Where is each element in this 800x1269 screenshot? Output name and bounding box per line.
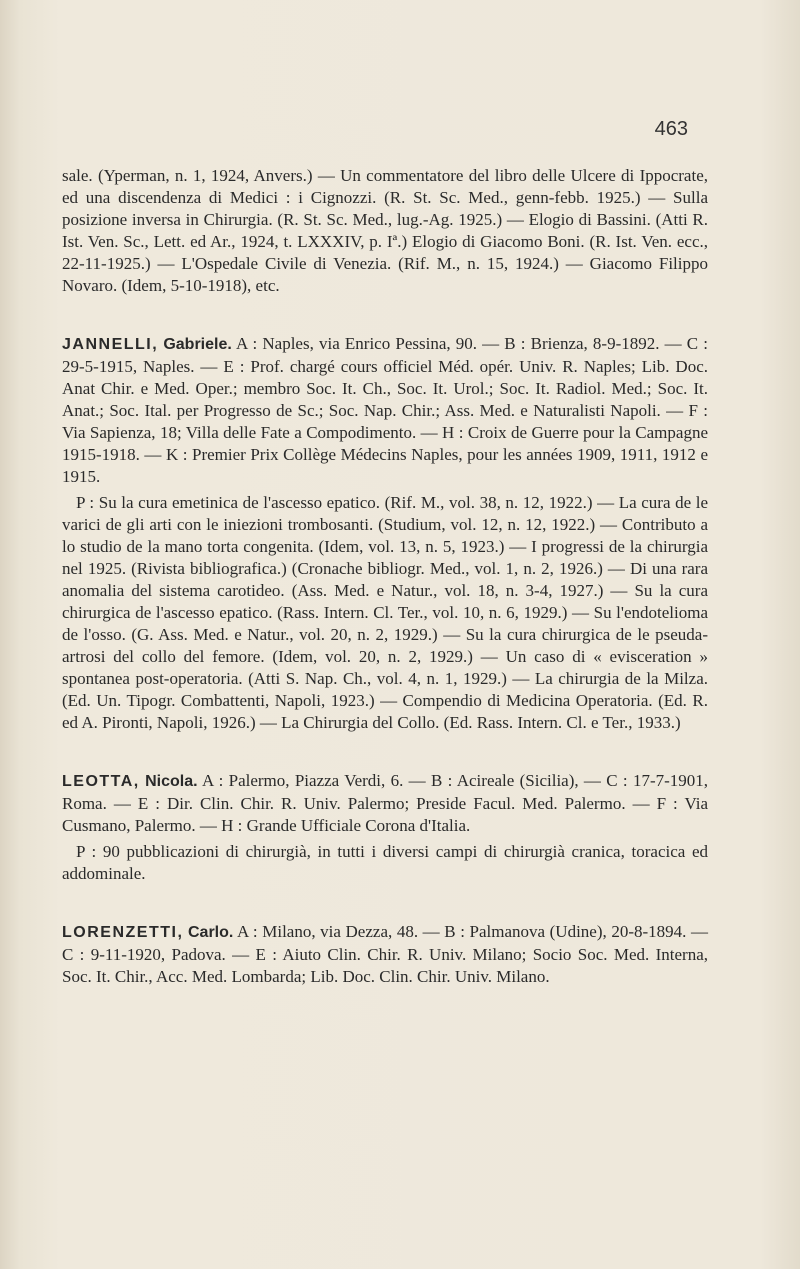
entry-bio — [62, 921, 708, 988]
entry-publications: P : 90 pubblicazioni di chirurgià, in tutti i diversi campi di chirurgià cranica, toracica ed addominale. — [62, 842, 708, 883]
entry-surname: LORENZETTI, — [62, 924, 184, 941]
entry-surname: JANNELLI, — [62, 336, 159, 353]
entry-bio-text: A : Milano, via Dezza, 48. — B : Palmanova (Udine), 20-8-1894. — C : 9-11-1920, Padova. — E : Aiuto Clin. Chir. R. Univ. Milano; Socio Soc. Med. Interna, Soc. It. Chir., Acc. Med. Lombarda; Lib. Doc. Clin. Chir. Univ. Milano. — [62, 922, 709, 986]
entry-given-name: Nicola. — [145, 773, 198, 790]
entry-publications: P : Su la cura emetinica de l'ascesso epatico. (Rif. M., vol. 38, n. 12, 1922.) — La cura de le varici de gli arti con le iniezioni trombosanti. (Studium, vol. 12, n. 12, 1922.) — Contributo a lo studio de la mano torta congenita. (Idem, vol. 13, n. 5, 1923.) — I progressi de la chirurgia nel 1925. (Rivista bibliografica.) (Cronache bibliogr. Med., vol. 1, n. 2, 1926.) — Di una rara anomalia del sistema carotideo. (Ass. Med. e Natur., vol. 18, n. 3-4, 1927.) — Su la cura chirurgica de l'ascesso epatico. (Rass. Intern. Cl. Ter., vol. 10, n. 6, 1929.) — Su l'endotelioma de l'osso. (G. Ass. Med. e Natur., vol. 20, n. 2, 1929.) — Su la cura chirurgica de le pseuda-artrosi del collo del femore. (Idem, vol. 20, n. 2, 1929.) — Un caso di « evisceration » spontanea post-operatoria. (Atti S. Nap. Ch., vol. 4, n. 1, 1929.) — La chirurgia de la Milza. (Ed. Un. Tipogr. Combattenti, Napoli, 1923.) — Compendio di Medicina Operatoria. (Ed. R. ed A. Pironti, Napoli, 1926.) — La Chirurgia del Collo. (Ed. Rass. Intern. Cl. e Ter., 1933.) — [62, 493, 708, 732]
entry-bio — [62, 770, 708, 837]
entry-jannelli — [62, 333, 708, 734]
page-number: 463 — [654, 118, 688, 140]
entry-bio-text: A : Palermo, Piazza Verdi, 6. — B : Acireale (Sicilia), — C : 17-7-1901, Roma. — E : Dir. Clin. Chir. R. Univ. Palermo; Preside Facul. Med. Palermo. — F : Via Cusmano, Palermo. — H : Grande Ufficiale Corona d'Italia. — [62, 771, 709, 835]
entry-leotta — [62, 770, 708, 885]
entry-bio — [62, 333, 708, 488]
page-content — [62, 165, 708, 988]
entry-lorenzetti — [62, 921, 708, 988]
entry-given-name: Carlo. — [187, 924, 234, 941]
entry-given-name: Gabriele. — [163, 336, 232, 353]
entry-bio-text: A : Naples, via Enrico Pessina, 90. — B : Brienza, 8-9-1892. — C : 29-5-1915, Naples. — E : Prof. chargé cours officiel Méd. opér. Univ. R. Naples; Lib. Doc. Anat Chir. e Med. Oper.; membro Soc. It. Ch., Soc. It. Urol.; Soc. It. Radiol. Med.; Soc. It. Anat.; Soc. Ital. per Progresso de Sc.; Soc. Nap. Chir.; Ass. Med. e Naturalisti Napoli. — F : Via Sapienza, 18; Villa delle Fate a Compodimento. — H : Croix de Guerre pour la Campagne 1915-1918. — K : Premier Prix Collège Médecins Naples, pour les années 1909, 1911, 1912 e 1915. — [62, 334, 709, 486]
intro-paragraph: sale. (Yperman, n. 1, 1924, Anvers.) — Un commentatore del libro delle Ulcere di Ippocrate, ed una discendenza di Medici : i Cignozzi. (R. St. Sc. Med., genn-febb. 1925.) — Sulla posizione inversa in Chirurgia. (R. St. Sc. Med., lug.-Ag. 1925.) — Elogio di Bassini. (Atti R. Ist. Ven. Sc., Lett. ed Ar., 1924, t. LXXXIV, p. Iª.) Elogio di Giacomo Boni. (R. Ist. Ven. ecc., 22-11-1925.) — L'Ospedale Civile di Venezia. (Rif. M., n. 15, 1924.) — Giacomo Filippo Novaro. (Idem, 5-10-1918), etc. — [62, 166, 708, 295]
entry-surname: LEOTTA, — [62, 773, 140, 790]
